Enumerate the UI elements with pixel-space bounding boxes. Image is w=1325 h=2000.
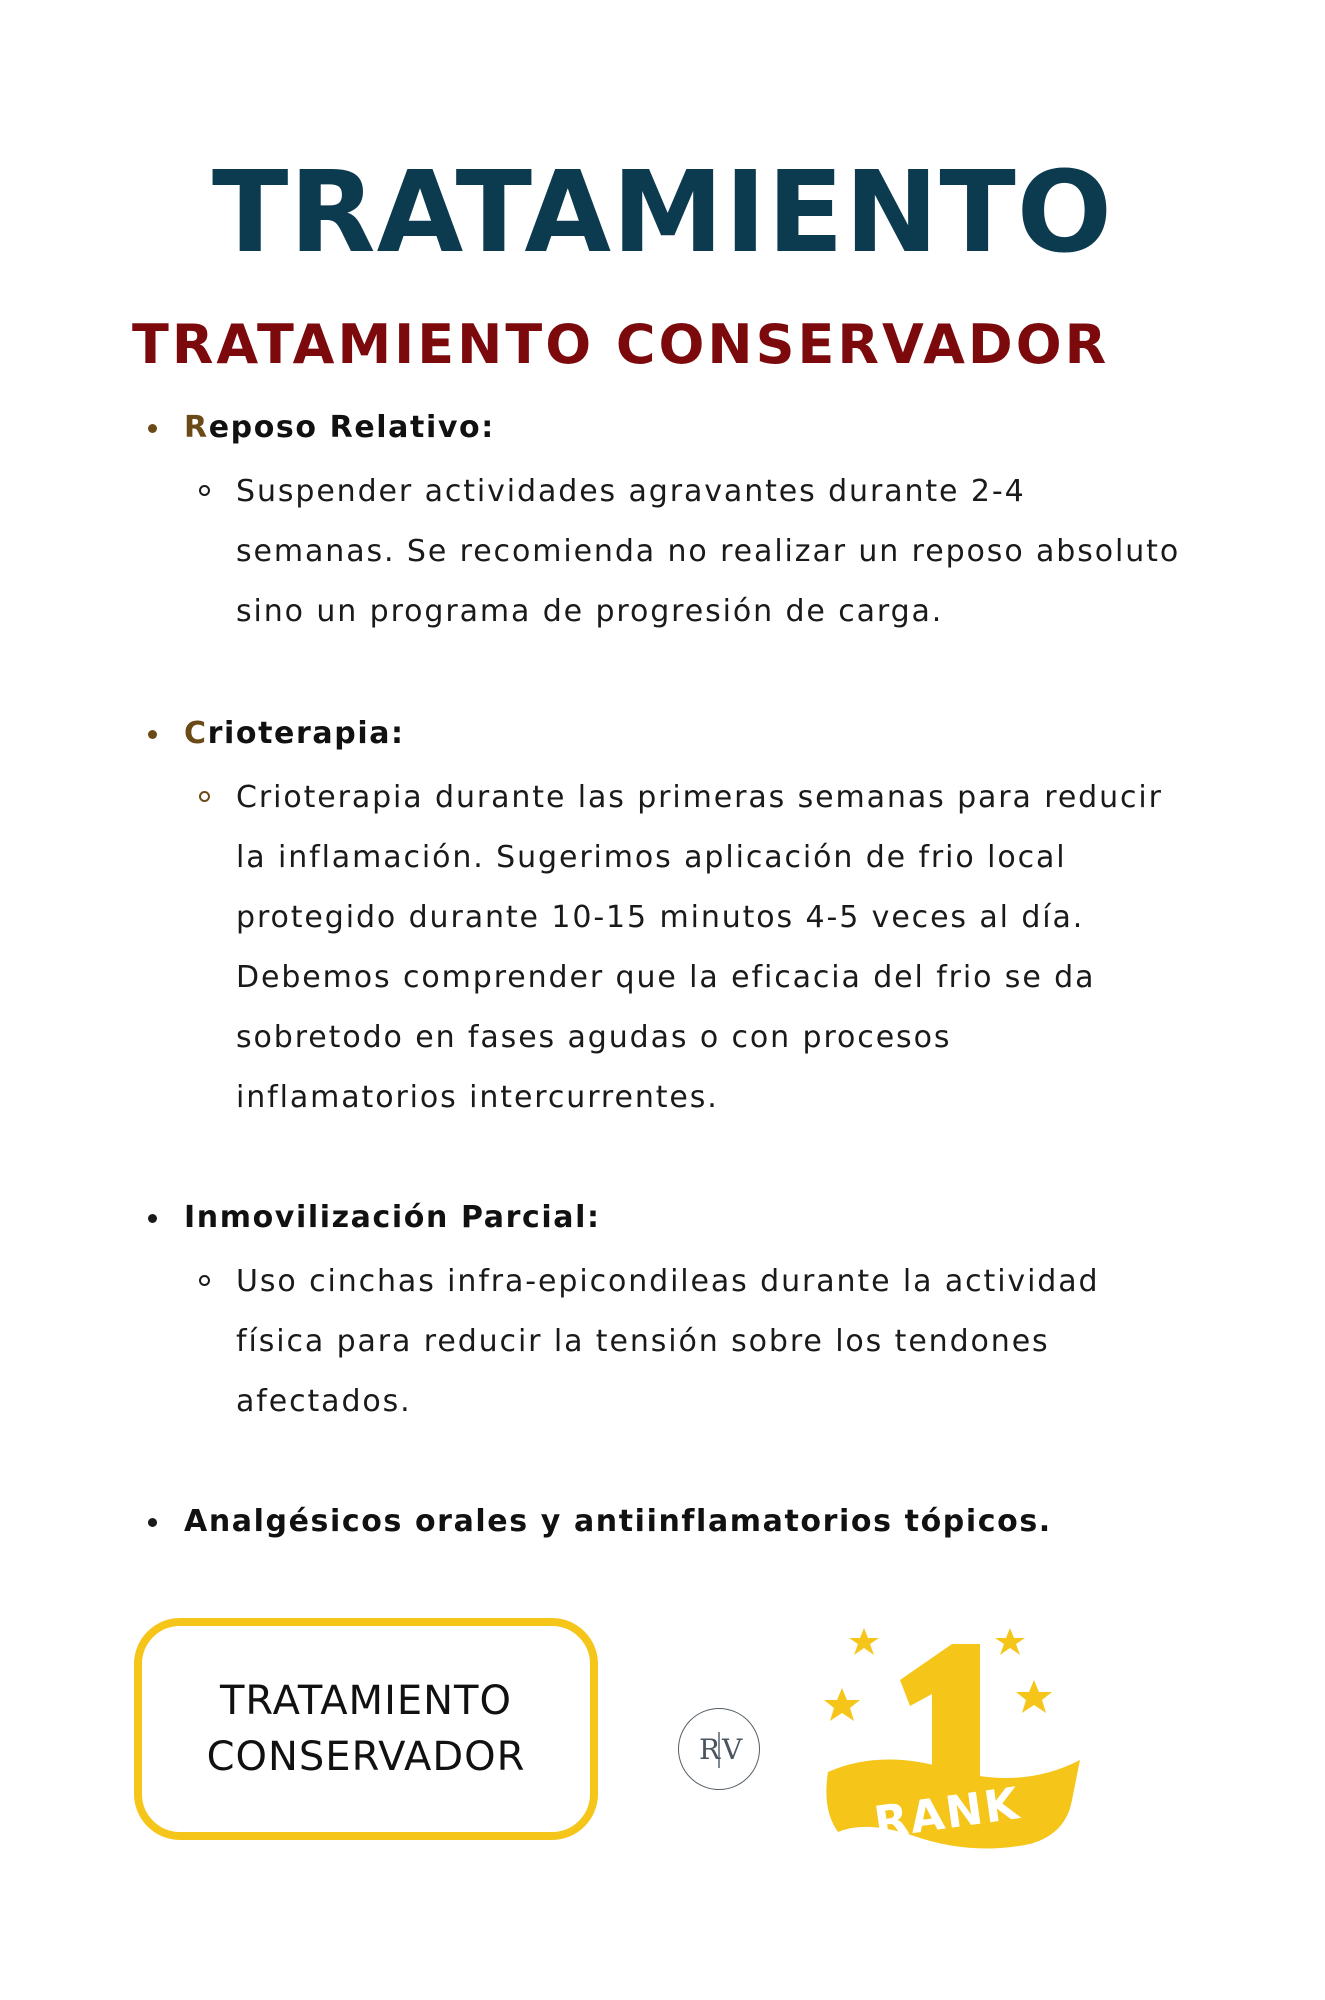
page-subtitle: TRATAMIENTO CONSERVADOR	[132, 313, 1110, 376]
section-text: Uso cinchas infra-epicondileas durante la actividad física para reducir la tensión sobre los tendones afectados.	[236, 1264, 1100, 1419]
box-label: TRATAMIENTO CONSERVADOR	[206, 1678, 526, 1780]
sub-bullet-icon	[199, 485, 210, 496]
badge-number: 1	[955, 1772, 957, 1773]
sub-bullet-icon	[199, 1275, 210, 1286]
star-icon	[995, 1628, 1025, 1655]
conservador-label-box	[134, 1618, 598, 1840]
section-heading: Crioterapia:	[184, 716, 405, 751]
page-title: TRATAMIENTO	[212, 148, 1113, 278]
rank-1-badge-icon	[822, 1622, 1086, 1856]
star-icon	[824, 1688, 860, 1721]
bullet-icon	[148, 1518, 157, 1527]
sub-bullet-icon	[199, 791, 210, 802]
bullet-icon	[148, 730, 157, 739]
star-icon	[1016, 1680, 1052, 1713]
section-heading: Inmovilización Parcial:	[184, 1200, 601, 1235]
svg-text:V: V	[722, 1733, 743, 1766]
svg-text:R: R	[699, 1733, 721, 1766]
bullet-icon	[148, 424, 157, 433]
rv-monogram-icon	[678, 1708, 760, 1790]
badge-label: RANK	[871, 1778, 1024, 1850]
bullet-icon	[148, 1214, 157, 1223]
star-icon	[849, 1628, 879, 1655]
section-heading: Analgésicos orales y antiinflamatorios tópicos.	[184, 1504, 1052, 1539]
section-text: Crioterapia durante las primeras semanas para reducir la inflamación. Sugerimos aplicación de frio local protegido durante 10-15 minutos 4-5 veces al día. Debemos comprender que la eficacia del frio se da sobretodo en fases agudas o con procesos inflamatorios intercurrentes.	[236, 780, 1163, 1115]
section-text: Suspender actividades agravantes durante 2-4 semanas. Se recomienda no realizar un reposo absoluto sino un programa de progresión de carga.	[236, 474, 1181, 629]
section-heading: Reposo Relativo:	[184, 410, 495, 445]
